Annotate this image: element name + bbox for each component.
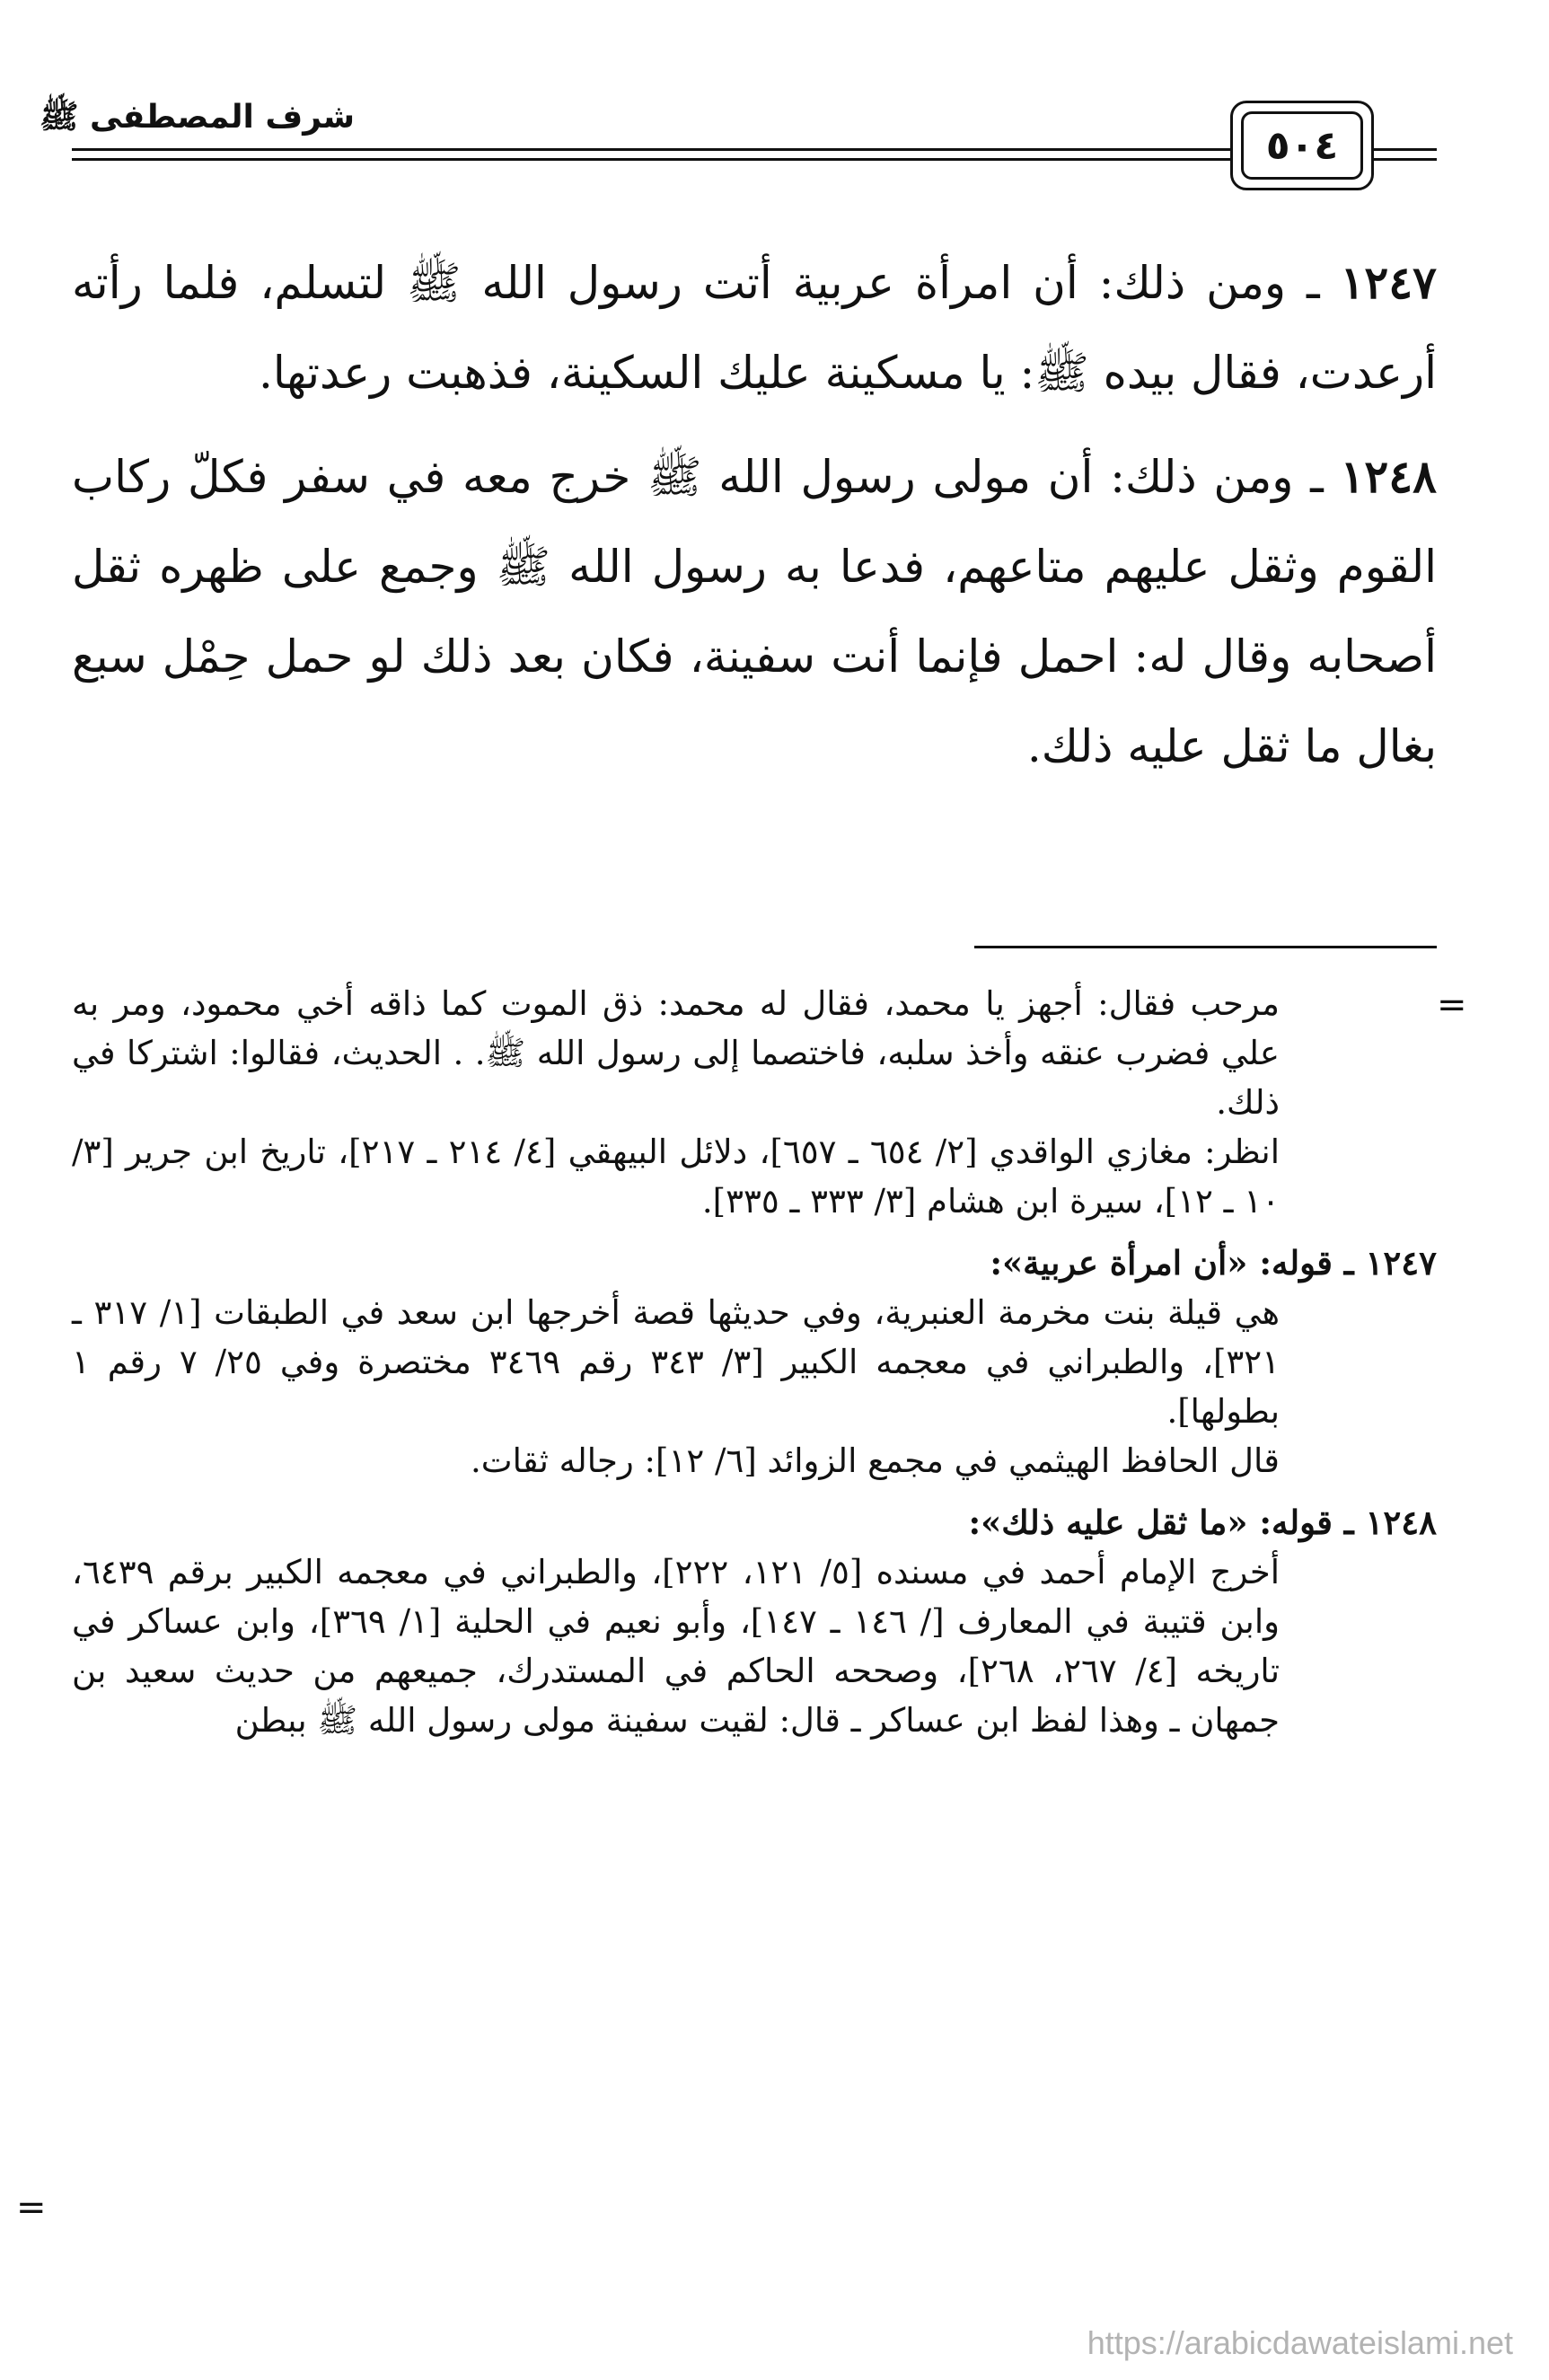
header-rule: [72, 158, 1230, 161]
header-rule: [1374, 148, 1437, 151]
footnote-references: انظر: مغازي الواقدي [٢/ ٦٥٤ ـ ٦٥٧]، دلائل البيهقي [٤/ ٢١٤ ـ ٢١٧]، تاريخ ابن جرير [٣/ ١٠ ـ ١٢]، سيرة ابن هشام [٣/ ٣٣٣ ـ ٣٣٥].: [72, 1133, 1280, 1221]
footnote-continued-text: مرحب فقال: أجهز يا محمد، فقال له محمد: ذق الموت كما ذاقه أخي محمود، ومر به علي فضرب عنقه وأخذ سلبه، فاختصما إلى رسول الله ﷺ. . الحديث، فقالوا: اشتركا في ذلك.: [72, 984, 1280, 1122]
footnotes: [72, 979, 1437, 1745]
watermark-url: https://arabicdawateislami.net: [1087, 2324, 1513, 2361]
continuation-mark: =: [1437, 984, 1467, 1026]
continuation-mark: =: [16, 2187, 47, 2228]
header-rule: [72, 148, 1230, 151]
main-text: [72, 238, 1437, 806]
footnote-heading-1247: ١٢٤٧ ـ قوله: «أن امرأة عربية»:: [990, 1243, 1437, 1283]
footnote-extra-1247: قال الحافظ الهيثمي في مجمع الزوائد [٦/ ١٢]: رجاله ثقات.: [471, 1441, 1280, 1480]
running-head-title: شرف المصطفى ﷺ: [39, 99, 355, 136]
paragraph-text: ـ ومن ذلك: أن مولى رسول الله ﷺ خرج معه في سفر فكلّ ركاب القوم وثقل عليهم متاعهم، فدعا به رسول الله ﷺ وجمع على ظهره ثقل أصحابه وقال له: احمل فإنما أنت سفينة، فكان بعد ذلك لو حمل حِمْل سبع بغال ما ثقل عليه ذلك.: [72, 451, 1437, 772]
paragraph-text: ـ ومن ذلك: أن امرأة عربية أتت رسول الله ﷺ لتسلم، فلما رأته أرعدت، فقال بيده ﷺ: يا مسكينة عليك السكينة، فذهبت رعدتها.: [72, 257, 1437, 399]
footnote-body-1247: هي قيلة بنت مخرمة العنبرية، وفي حديثها قصة أخرجها ابن سعد في الطبقات [١/ ٣١٧ ـ ٣٢١]، والطبراني في معجمه الكبير [٣/ ٣٤٣ رقم ٣٤٦٩ مختصرة وفي ٢٥/ ٧ رقم ١ بطولها].: [72, 1293, 1281, 1431]
footnote-heading-1248: ١٢٤٨ ـ قوله: «ما ثقل عليه ذلك»:: [968, 1503, 1437, 1542]
header-rule: [1374, 158, 1437, 161]
footnote-separator: [974, 946, 1437, 948]
paragraph-number: ١٢٤٨: [1340, 450, 1437, 503]
paragraph-1247: [72, 238, 1437, 418]
paragraph-1248: [72, 432, 1437, 791]
page-number-frame: [1230, 101, 1374, 190]
footnote-body-1248: أخرج الإمام أحمد في مسنده [٥/ ١٢١، ٢٢٢]، والطبراني في معجمه الكبير برقم ٦٤٣٩، وابن قتيبة في المعارف [/ ١٤٦ ـ ١٤٧]، وأبو نعيم في الحلية [١/ ٣٦٩]، وابن عساكر في تاريخه [٤/ ٢٦٧، ٢٦٨]، وصححه الحاكم في المستدرك، جميعهم من حديث سعيد بن جمهان ـ وهذا لفظ ابن عساكر ـ قال: لقيت سفينة مولى رسول الله ﷺ ببطن: [72, 1553, 1281, 1740]
paragraph-number: ١٢٤٧: [1340, 256, 1437, 309]
page-number: ٥٠٤: [1241, 111, 1363, 180]
